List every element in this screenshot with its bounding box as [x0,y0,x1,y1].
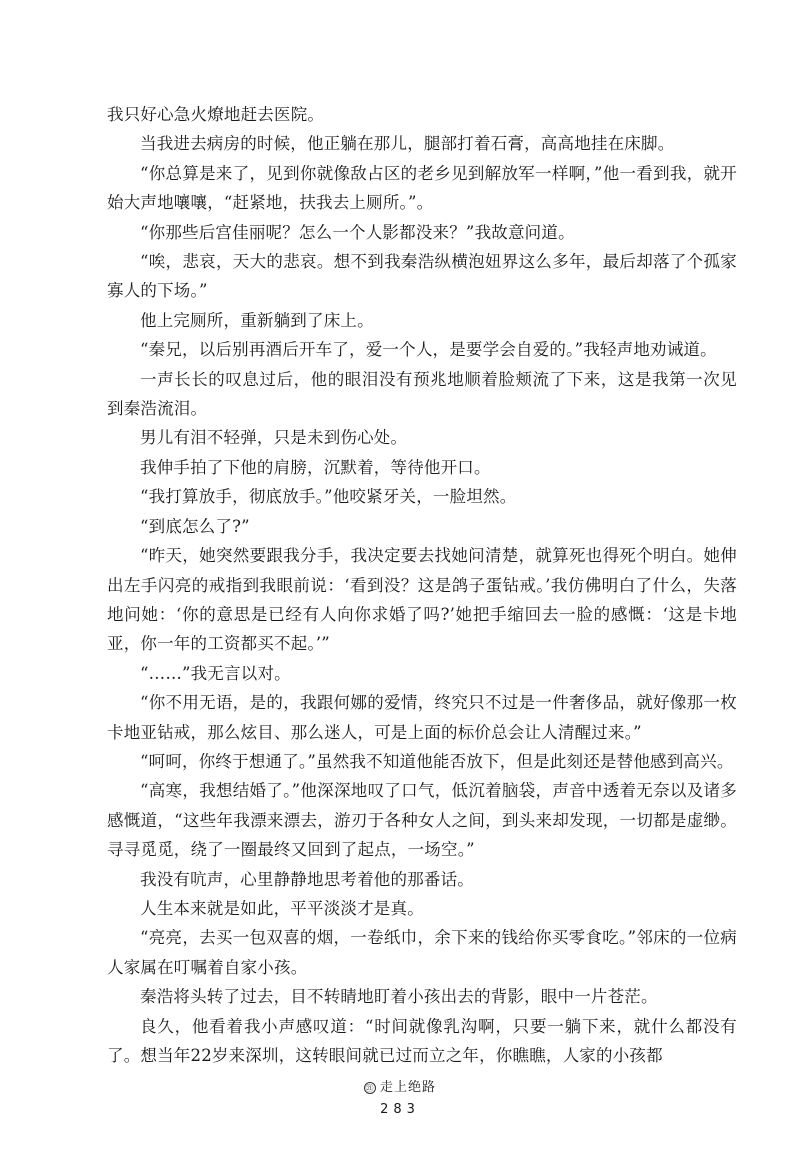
paragraph: “你那些后宫佳丽呢？怎么一个人影都没来？”我故意问道。 [140,222,575,242]
paragraph: 当我进去病房的时候，他正躺在那儿，腿部打着石膏，高高地挂在床脚。 [140,134,675,154]
paragraph: “秦兄，以后别再酒后开车了，爱一个人，是要学会自爱的。”我轻声地劝诫道。 [140,340,717,360]
paragraph: 我伸手拍了下他的肩膀，沉默着，等待他开口。 [140,457,491,477]
body-text [107,100,737,1070]
paragraph: “高寒，我想结婚了。”他深深地叹了口气，低沉着脑袋，声音中透着无奈以及诸多感慨道，“这些年我漂来漂去，游刃于各种女人之间，到头来却发现，一切都是虚缈。寻寻觅觅，绕了一圈最终又回到了起点，一场空。” [107,781,737,860]
paragraph: 人生本来就是如此，平平淡淡才是真。 [140,898,424,918]
paragraph: 男儿有泪不轻弹，只是未到伤心处。 [140,428,408,448]
paragraph: “你总算是来了，见到你就像敌占区的老乡见到解放军一样啊，”他一看到我，就开始大声地嚷嚷，“赶紧地，扶我去上厕所。”。 [107,163,737,213]
paragraph: 我没有吭声，心里静静地思考着他的那番话。 [140,869,474,889]
page-number: 283 [380,1102,420,1117]
paragraph: “呵呵，你终于想通了。”虽然我不知道他能否放下，但是此刻还是替他感到高兴。 [140,751,734,771]
running-title [364,1078,436,1098]
book-title: 走上绝路 [379,1080,436,1095]
paragraph: 秦浩将头转了过去，目不转睛地盯着小孩出去的背影，眼中一片苍茫。 [140,987,658,1007]
paragraph: “到底怎么了?” [140,516,250,536]
paragraph: 良久，他看着我小声感叹道：“时间就像乳沟啊，只要一躺下来，就什么都没有了。想当年22岁来深圳，这转眼间就已过而立之年，你瞧瞧，人家的小孩都 [107,1016,737,1065]
paragraph: “昨天，她突然要跟我分手，我决定要去找她问清楚，就算死也得死个明白。她伸出左手闪亮的戒指到我眼前说：‘看到没？这是鸽子蛋钻戒。’我仿佛明白了什么，失落地问她：‘你的意思是已经有人向你求婚了吗?’她把手缩回去一脸的感慨：‘这是卡地亚，你一年的工资都买不起。’” [107,546,737,654]
paragraph: “我打算放手，彻底放手。”他咬紧牙关，一脸坦然。 [140,487,517,507]
paragraph: 一声长长的叹息过后，他的眼泪没有预兆地顺着脸颊流了下来，这是我第一次见到秦浩流泪。 [107,369,737,419]
page-footer [0,1076,800,1117]
paragraph: “……”我无言以对。 [140,663,291,683]
paragraph: “你不用无语，是的，我跟何娜的爱情，终究只不过是一件奢侈品，就好像那一枚卡地亚钻戒，那么炫目、那么迷人，可是上面的标价总会让人清醒过来。” [107,693,737,742]
paragraph: 我只好心急火燎地赶去医院。 [107,105,325,124]
circled-symbol-icon: ㉑ [365,1084,375,1093]
paragraph: 他上完厕所，重新躺到了床上。 [140,310,374,330]
paragraph: “亮亮，去买一包双喜的烟，一卷纸巾，余下来的钱给你买零食吃。”邻床的一位病人家属在叮嘱着自家小孩。 [107,928,737,977]
paragraph: “唉，悲哀，天大的悲哀。想不到我秦浩纵横泡妞界这么多年，最后却落了个孤家寡人的下场。” [107,252,737,301]
